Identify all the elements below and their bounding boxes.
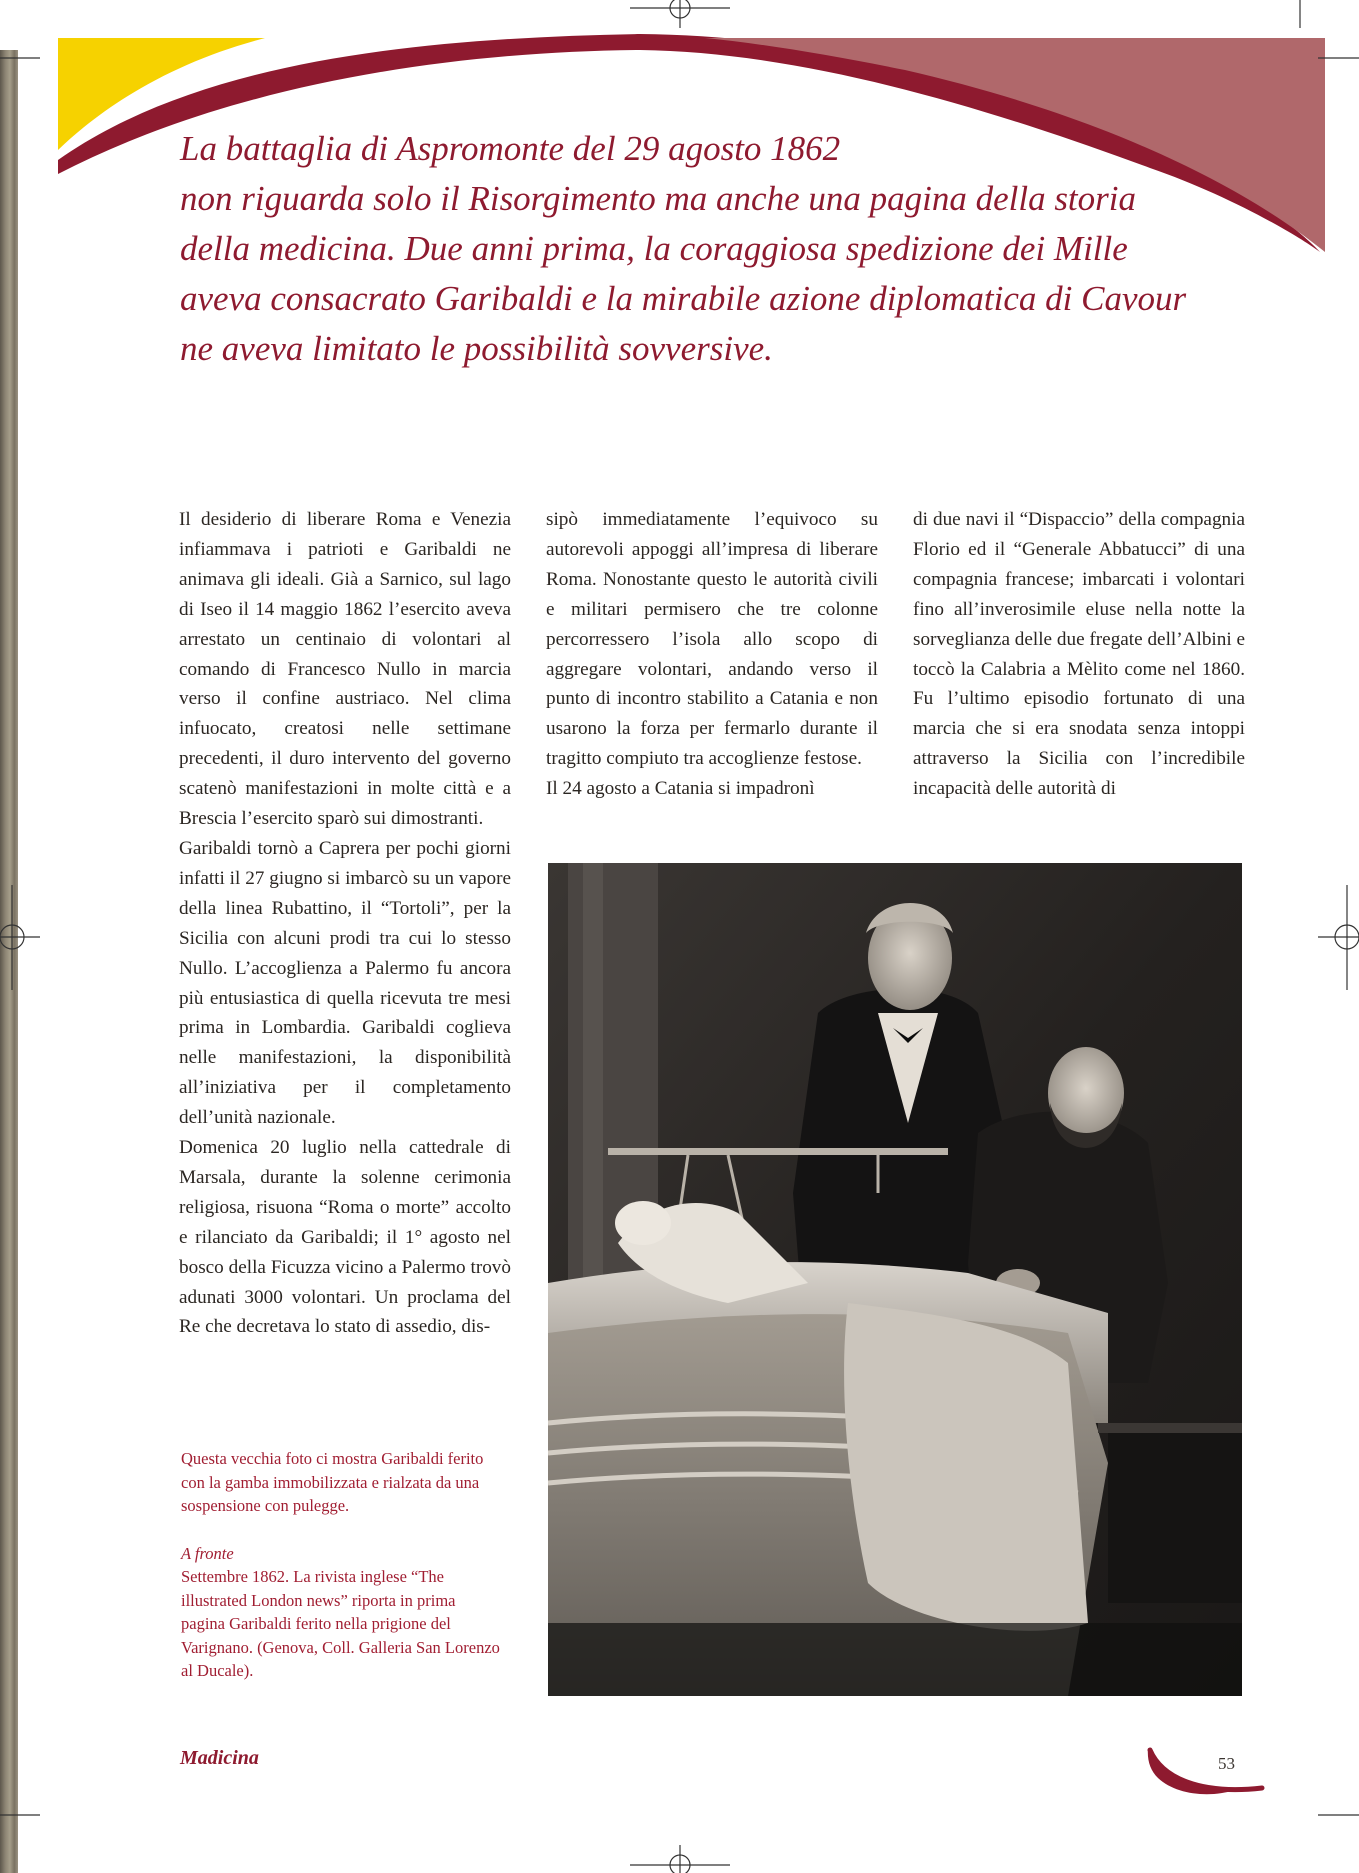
caption-main: Questa vecchia foto ci mostra Garibaldi ferito con la gamba immobilizzata e rialzata da una sospensione con pulegge.	[181, 1449, 484, 1515]
lead-line: aveva consacrato Garibaldi e la mirabile azione diplomatica di Cavour	[180, 279, 1187, 318]
body-paragraph: sipò immediatamente l’equivoco su autorevoli appoggi all’impresa di liberare Roma. Nonostante questo le autorità civili e militari permisero che tre colonne percorressero l’isola allo scopo di aggregare volontari, andando verso il punto di incontro stabilito a Catania e non usarono la forza per fermarlo durante il tragitto compiuto tra accoglienze festose.	[546, 509, 878, 770]
page-number: 53	[1218, 1754, 1235, 1773]
body-paragraph: Domenica 20 luglio nella cattedrale di Marsala, durante la solenne cerimonia religiosa, risuona “Roma o morte” accolto e rilanciato da Garibaldi; il 1° agosto nel bosco della Ficuzza vicino a Palermo trovò adunati 3000 volontari. Un proclama del Re che decretava lo stato di assedio, dis-	[179, 1137, 511, 1338]
lead-line: non riguarda solo il Risorgimento ma anche una pagina della storia	[180, 179, 1137, 218]
photo-image	[548, 863, 1242, 1696]
body-paragraph: Garibaldi tornò a Caprera per pochi giorni infatti il 27 giugno si imbarcò su un vapore della linea Rubattino, il “Tortoli”, per la Sicilia con alcuni prodi tra cui lo stesso Nullo. L’accoglienza a Palermo fu ancora più entusiastica di quella ricevuta tre mesi prima in Lombardia. Garibaldi coglieva nelle manifestazioni, la disponibilità all’iniziativa per il completamento dell’unità nazionale.	[179, 837, 511, 1129]
footer-section-label: Madicina	[180, 1747, 259, 1769]
lead-line: ne aveva limitato le possibilità sovversive.	[180, 329, 773, 368]
caption-facing-label: A fronte	[181, 1543, 234, 1563]
lead-line: La battaglia di Aspromonte del 29 agosto 1862	[180, 129, 841, 168]
body-column-1	[179, 505, 511, 1342]
body-paragraph: Il 24 agosto a Catania si impadronì	[546, 778, 815, 800]
body-paragraph: Il desiderio di liberare Roma e Venezia infiammava i patrioti e Garibaldi ne animava gli ideali. Già a Sarnico, sul lago di Iseo il 14 maggio 1862 l’esercito aveva arrestato un centinaio di volontari al comando di Francesco Nullo in marcia verso il confine austriaco. Nel clima infuocato, creatosi nelle settimane precedenti, il duro intervento del governo scatenò manifestazioni in molte città e a Brescia l’esercito sparò sui dimostranti.	[179, 509, 511, 830]
body-paragraph: di due navi il “Dispaccio” della compagnia Florio ed il “Generale Abbatucci” di una compagnia francese; imbarcati i volontari fino all’inverosimile eluse nella notte la sorveglianza delle due fregate dell’Albini e toccò la Calabria a Mèlito come nel 1860. Fu l’ultimo episodio fortunato di una marcia che si era snodata senza intoppi attraverso la Sicilia con l’incredibile incapacità delle autorità di	[913, 509, 1245, 800]
garibaldi-wounded-photo	[548, 863, 1242, 1696]
body-column-2	[546, 505, 878, 804]
caption-facing-text: Settembre 1862. La rivista inglese “The illustrated London news” riporta in prima pagina Garibaldi ferito nella prigione del Varignano. (Genova, Coll. Galleria San Lorenzo al Ducale).	[181, 1567, 500, 1680]
photo-caption	[181, 1447, 501, 1683]
lead-line: della medicina. Due anni prima, la coraggiosa spedizione dei Mille	[180, 229, 1128, 268]
lead-paragraph	[180, 124, 1210, 374]
body-column-3	[913, 505, 1245, 804]
